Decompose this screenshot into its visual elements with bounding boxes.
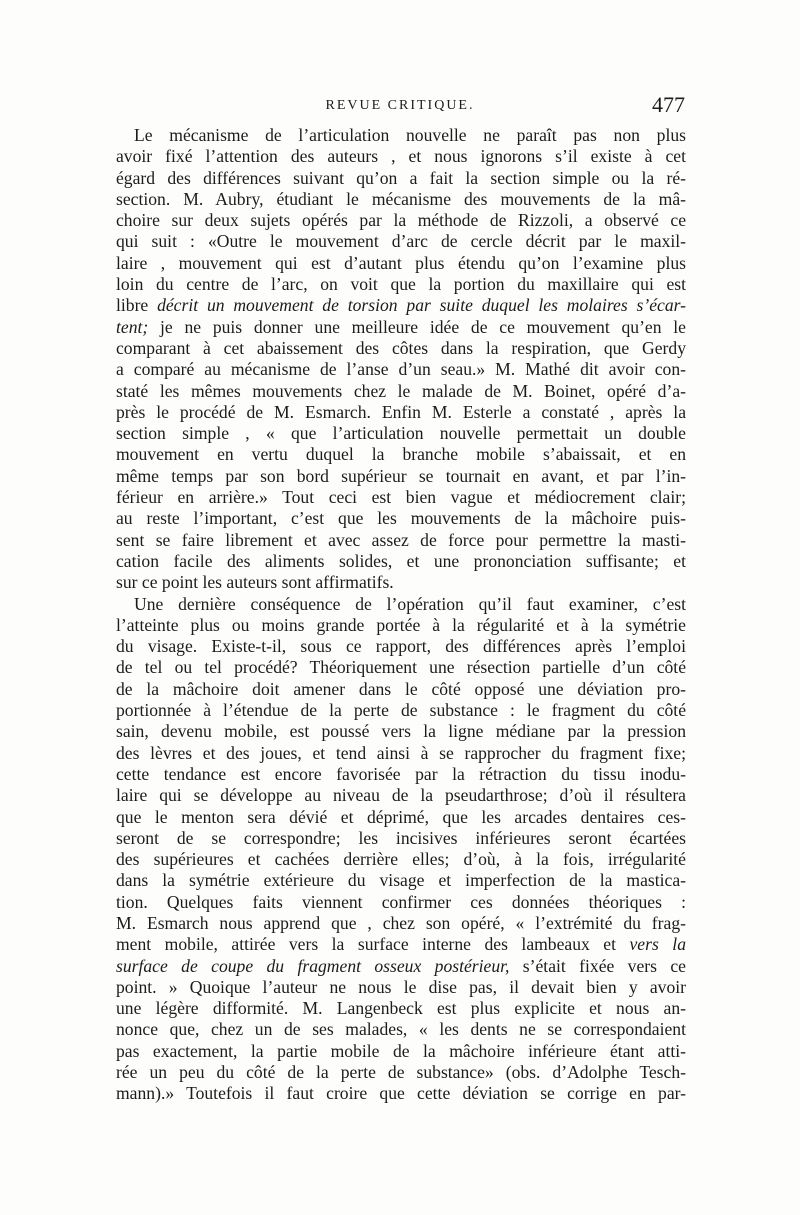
text-segment: près le procédé de M. Esmarch. Enfin M. Esterle a constaté , après la (116, 401, 686, 422)
text-segment: pas exactement, la partie mobile de la mâchoire inférieure étant atti- (116, 1040, 686, 1061)
text-line (116, 807, 686, 828)
text-segment: a comparé au mécanisme de l’anse d’un seau.» M. Mathé dit avoir con- (116, 359, 686, 380)
text-segment: libre (116, 295, 158, 316)
text-segment: égard des différences suivant qu’on a fait la section simple ou la ré- (116, 167, 686, 188)
running-title: REVUE CRITIQUE. (325, 98, 475, 113)
text-segment: que le menton sera dévié et déprimé, que les arcades dentaires ces- (116, 806, 686, 827)
text-line (116, 551, 686, 572)
text-segment: de tel ou tel procédé? Théoriquement une résection partielle d’un côté (116, 657, 686, 678)
text-line (116, 338, 686, 359)
text-line (116, 359, 686, 380)
text-segment: ment mobile, attirée vers la surface interne des lambeaux et (116, 934, 630, 955)
text-line (116, 870, 686, 891)
text-line (116, 444, 686, 465)
text-segment: l’atteinte plus ou moins grande portée à la régularité et à la symétrie (116, 614, 686, 635)
text-segment: section simple , « que l’articulation nouvelle permettait un double (116, 423, 686, 444)
text-segment: choire sur deux sujets opérés par la méthode de Rizzoli, a observé ce (116, 210, 686, 231)
text-segment: staté les mêmes mouvements chez le malade de M. Boinet, opéré d’a- (116, 380, 686, 401)
text-line (116, 487, 686, 508)
text-segment: Le mécanisme de l’articulation nouvelle ne paraît pas non plus (134, 125, 686, 145)
text-line (116, 764, 686, 785)
text-line (116, 828, 686, 849)
text-segment: rée un peu du côté de la perte de substance» (obs. d’Adolphe Tesch- (116, 1062, 686, 1083)
text-segment: sain, devenu mobile, est poussé vers la ligne médiane par la pression (116, 721, 686, 742)
text-line (116, 530, 686, 551)
text-line (116, 743, 686, 764)
text-line (116, 253, 686, 274)
text-line (116, 1083, 686, 1104)
text-segment: s’était fixée vers ce (509, 955, 686, 976)
text-segment: je ne puis donner une meilleure idée de ce mouvement qu’en le (148, 316, 686, 337)
text-line (116, 1019, 686, 1040)
text-line (116, 849, 686, 870)
text-segment: dans la symétrie extérieure du visage et imperfection de la mastica- (116, 870, 686, 891)
page-number: 477 (652, 92, 685, 117)
text-line (116, 168, 686, 189)
text-line (116, 913, 686, 934)
text-line (116, 594, 686, 615)
italic-text: tent; (116, 316, 149, 337)
text-line (116, 934, 686, 955)
text-segment: de la mâchoire doit amener dans le côté opposé une déviation pro- (116, 678, 686, 699)
text-segment: mann).» Toutefois il faut croire que cette déviation se corrige en par- (116, 1083, 686, 1104)
text-segment: Une dernière conséquence de l’opération qu’il faut examiner, c’est (134, 593, 686, 614)
text-segment: section. M. Aubry, étudiant le mécanisme des mouvements de la mâ- (116, 188, 686, 209)
italic-text: décrit un mouvement de torsion par suite duquel les molaires s’écar- (157, 295, 686, 316)
text-segment: tion. Quelques faits viennent confirmer ces données théoriques : (116, 891, 686, 912)
text-segment: férieur en arrière.» Tout ceci est bien vague et médiocrement clair; (116, 487, 686, 508)
text-line (116, 295, 686, 316)
text-segment: laire , mouvement qui est d’autant plus étendu qu’on l’examine plus (116, 252, 686, 273)
text-segment: des supérieures et cachées derrière elles; d’où, à la fois, irrégularité (116, 849, 686, 870)
italic-text: vers la (629, 934, 686, 955)
text-segment: point. » Quoique l’auteur ne nous le dise pas, il devait bien y avoir (116, 976, 686, 997)
text-line (116, 125, 686, 146)
text-line (116, 892, 686, 913)
text-line (116, 466, 686, 487)
italic-text: surface de coupe du fragment osseux postérieur, (116, 955, 510, 976)
text-line (116, 402, 686, 423)
text-line (116, 998, 686, 1019)
text-line (116, 657, 686, 678)
text-segment: loin du centre de l’arc, on voit que la portion du maxillaire qui est (116, 274, 686, 295)
text-segment: portionnée à l’étendue de la perte de substance : le fragment du côté (116, 700, 686, 721)
text-segment: des lèvres et des joues, et tend ainsi à se rapprocher du fragment fixe; (116, 742, 686, 763)
text-segment: une légère difformité. M. Langenbeck est plus explicite et nous an- (116, 998, 686, 1019)
text-line (116, 189, 686, 210)
text-line (116, 1062, 686, 1083)
text-line (116, 210, 686, 231)
text-line (116, 721, 686, 742)
text-segment: cation facile des aliments solides, et une prononciation suffisante; et (116, 550, 686, 571)
text-line (116, 274, 686, 295)
text-line (116, 615, 686, 636)
body-text (116, 125, 686, 1105)
text-segment: sent se faire librement et avec assez de force pour permettre la masti- (116, 529, 686, 550)
text-segment: nonce que, chez un de ses malades, « les dents ne se correspondaient (116, 1019, 686, 1040)
text-segment: avoir fixé l’attention des auteurs , et nous ignorons s’il existe à cet (116, 146, 686, 167)
text-line (116, 508, 686, 529)
text-line (116, 785, 686, 806)
text-line (116, 956, 686, 977)
text-line (116, 317, 686, 338)
text-segment: au reste l’important, c’est que les mouvements de la mâchoire puis- (116, 508, 686, 529)
running-head (115, 92, 685, 122)
text-line (116, 231, 686, 252)
text-segment: laire qui se développe au niveau de la pseudarthrose; d’où il résultera (116, 785, 686, 806)
text-segment: cette tendance est encore favorisée par la rétraction du tissu inodu- (116, 763, 686, 784)
text-segment: mouvement en vertu duquel la branche mobile s’abaissait, et en (116, 444, 686, 465)
text-segment: M. Esmarch nous apprend que , chez son opéré, « l’extrémité du frag- (116, 912, 686, 933)
text-line (116, 700, 686, 721)
text-segment: seront de se correspondre; les incisives inférieures seront écartées (116, 827, 686, 848)
text-line (116, 679, 686, 700)
text-line (116, 636, 686, 657)
text-line (116, 146, 686, 167)
text-segment: qui suit : «Outre le mouvement d’arc de cercle décrit par le maxil- (116, 231, 686, 252)
text-segment: du visage. Existe-t-il, sous ce rapport, des différences après l’emploi (116, 636, 686, 657)
text-line (116, 381, 686, 402)
text-line (116, 977, 686, 998)
text-line (116, 423, 686, 444)
text-segment: sur ce point les auteurs sont affirmatifs. (116, 572, 394, 593)
text-segment: comparant à cet abaissement des côtes dans la respiration, que Gerdy (116, 337, 686, 358)
text-line (116, 1041, 686, 1062)
text-segment: même temps par son bord supérieur se tournait en avant, et par l’in- (116, 465, 686, 486)
text-line (116, 572, 686, 593)
